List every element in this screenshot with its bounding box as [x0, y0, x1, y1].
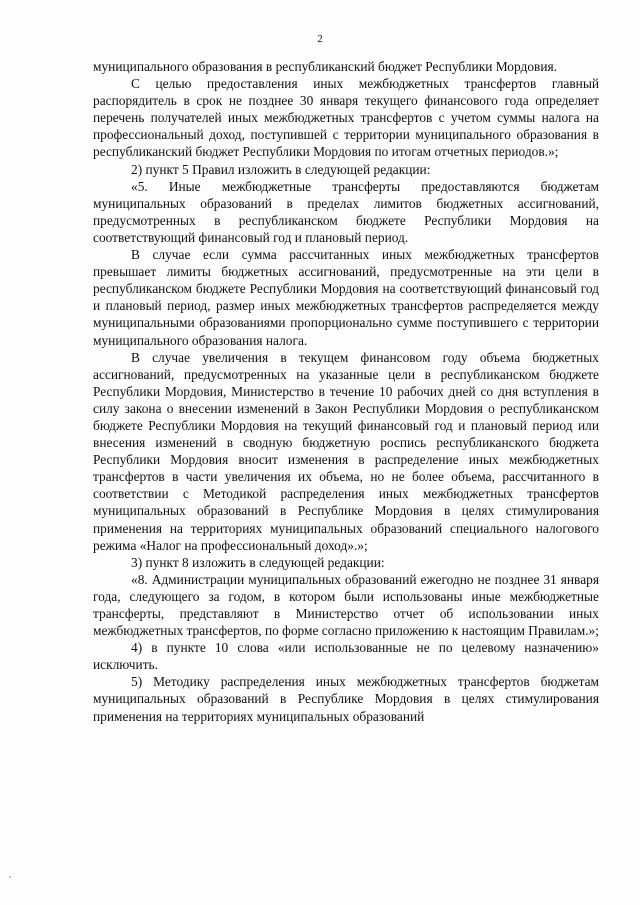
paragraph: 5) Методику распределения иных межбюджетных трансфертов бюджетам муниципальных образований в Республике Мордовия в целях стимулирования применения на территориях муниципальных образований	[93, 674, 599, 724]
paragraph: 3) пункт 8 изложить в следующей редакции:	[131, 554, 385, 570]
document-body	[93, 58, 599, 725]
scan-speck	[9, 876, 11, 878]
paragraph: С целью предоставления иных межбюджетных трансфертов главный распорядитель в срок не позднее 30 января текущего финансового года определяет перечень получателей иных межбюджетных трансфертов с учетом суммы налога на профессиональный доход, поступившей с территории муниципального образования в республиканский бюджет Республики Мордовия по итогам отчетных периодов.»;	[93, 76, 599, 160]
paragraph: «5. Иные межбюджетные трансферты предоставляются бюджетам муниципальных образований в пределах лимитов бюджетных ассигнований, предусмотренных в республиканском бюджете Республики Мордовия на соответствующий финансовый год и плановый период.	[93, 178, 599, 245]
page-number: 2	[317, 33, 323, 45]
paragraph: муниципального образования в республиканский бюджет Республики Мордовия.	[93, 59, 558, 74]
paragraph: 4) в пункте 10 слова «или использованные не по целевому назначению» исключить.	[93, 640, 599, 673]
paragraph: В случае если сумма рассчитанных иных межбюджетных трансфертов превышает лимиты бюджетных ассигнований, предусмотренные на эти цели в республиканском бюджете Республики Мордовия на соответствующий финансовый год и плановый период, размер иных межбюджетных трансфертов распределяется между муниципальными образованиями пропорционально сумме поступившего с территории муниципального образования налога.	[93, 247, 599, 348]
paragraph: В случае увеличения в текущем финансовом году объема бюджетных ассигнований, предусмотренных на указанные цели в республиканском бюджете Республики Мордовия, Министерство в течение 10 рабочих дней со дня вступления в силу закона о внесении изменений в Закон Республики Мордовия о республиканском бюджете Республики Мордовия на текущий финансовый год и плановый период или внесения изменений в сводную бюджетную роспись республиканского бюджета Республики Мордовия вносит изменения в распределение иных межбюджетных трансфертов в части увеличения их объема, но не более объема, рассчитанного в соответствии с Методикой распределения иных межбюджетных трансфертов муниципальных образований в Республике Мордовия в целях стимулирования применения на территориях муниципальных образований специального налогового режима «Налог на профессиональный доход».»;	[93, 349, 599, 553]
paragraph: 2) пункт 5 Правил изложить в следующей редакции:	[131, 161, 431, 177]
paragraph: «8. Администрации муниципальных образований ежегодно не позднее 31 января года, следующего за годом, в котором были использованы иные межбюджетные трансферты, представляют в Министерство отчет об использовании иных межбюджетных трансфертов, по форме согласно приложению к настоящим Правилам.»;	[93, 571, 599, 639]
